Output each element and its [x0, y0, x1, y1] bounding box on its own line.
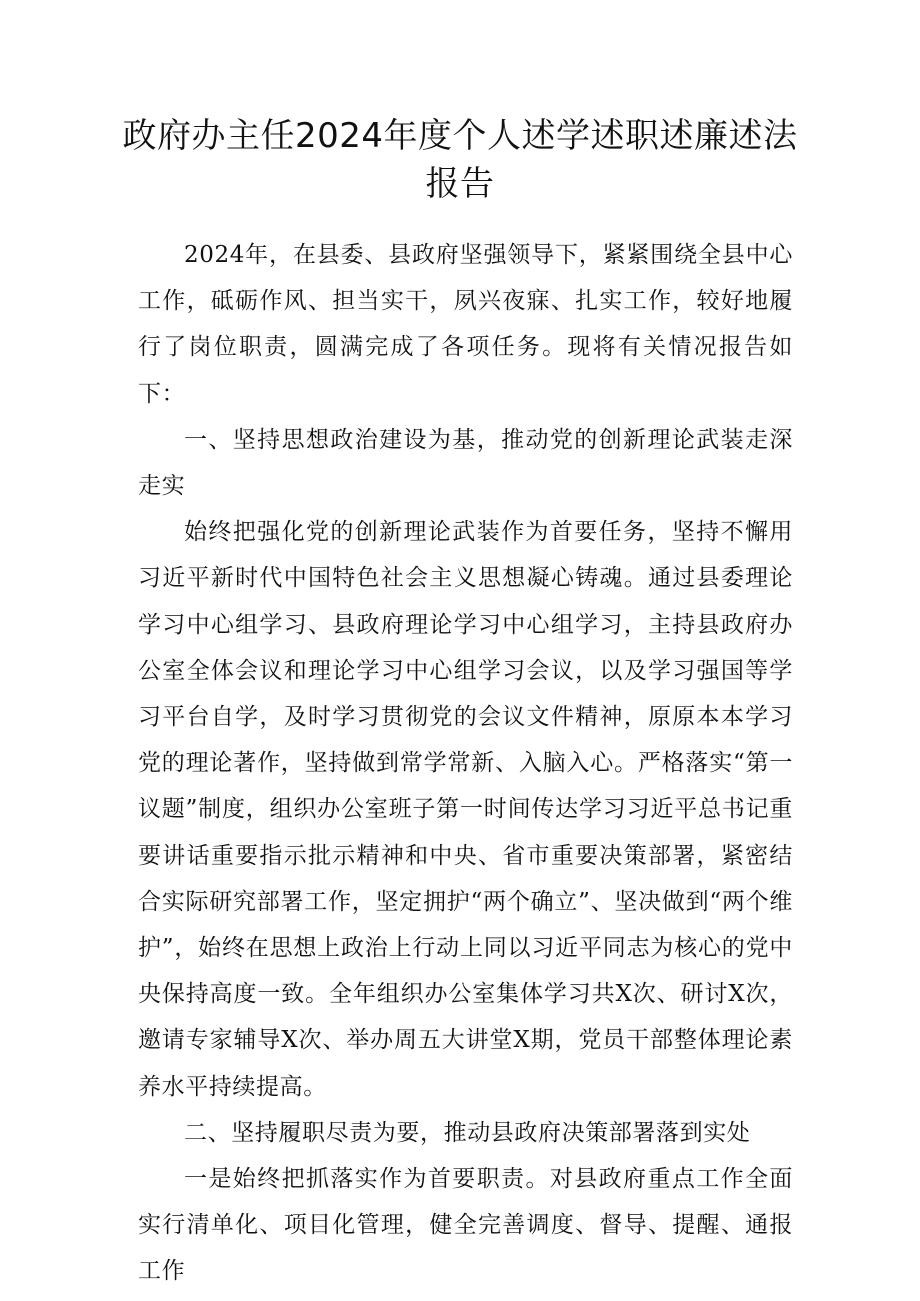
body-paragraph: 始终把强化党的创新理论武装作为首要任务，坚持不懈用习近平新时代中国特色社会主义思想凝心铸魂。通过县委理论学习中心组学习、县政府理论学习中心组学习，主持县政府办公室全体会议和理论学习中心组学习会议，以及学习强国等学习平台自学，及时学习贯彻党的会议文件精神，原原本本学习党的理论著作，坚持做到常学常新、入脑入心。严格落实“第一议题”制度，组织办公室班子第一时间传达学习习近平总书记重要讲话重要指示批示精神和中央、省市重要决策部署，紧密结合实际研究部署工作，坚定拥护“两个确立”、坚决做到“两个维护”，始终在思想上政治上行动上同以习近平同志为核心的党中央保持高度一致。全年组织办公室集体学习共X次、研讨X次，邀请专家辅导X次、举办周五大讲堂X期，党员干部整体理论素养水平持续提高。 — [138, 519, 793, 1100]
body-paragraph: 一是始终把抓落实作为首要职责。对县政府重点工作全面实行清单化、项目化管理，健全完善调度、督导、提醒、通报工作 — [138, 1166, 793, 1285]
intro-paragraph: 2024年，在县委、县政府坚强领导下，紧紧围绕全县中心工作，砥砺作风、担当实干，夙兴夜寐、扎实工作，较好地履行了岗位职责，圆满完成了各项任务。现将有关情况报告如下： — [138, 242, 793, 407]
document-body — [138, 232, 793, 1295]
section-heading-1: 一、坚持思想政治建设为基，推动党的创新理论武装走深走实 — [138, 426, 793, 500]
document-title: 政府办主任2024年度个人述学述职述廉述法报告 — [122, 116, 798, 204]
section-heading-2: 二、坚持履职尽责为要，推动县政府决策部署落到实处 — [184, 1119, 751, 1146]
